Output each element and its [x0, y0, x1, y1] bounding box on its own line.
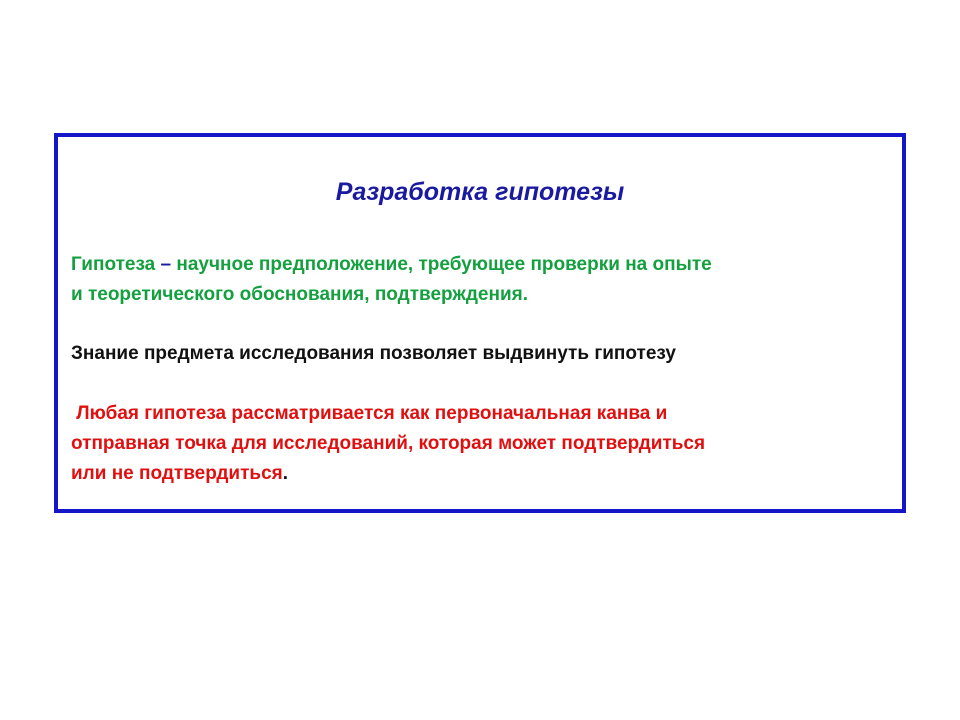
note-line2: отправная точка для исследований, которая может подтвердиться	[71, 433, 706, 454]
note-paragraph	[71, 399, 886, 489]
note-line3: или не подтвердиться	[71, 463, 283, 484]
definition-paragraph	[71, 250, 886, 310]
content-frame	[54, 133, 906, 513]
slide-title: Разработка гипотезы	[335, 178, 625, 206]
note-line1: Любая гипотеза рассматривается как первоначальная канва и	[71, 403, 668, 424]
definition-term: Гипотеза	[71, 254, 156, 275]
note-end-period: .	[282, 463, 289, 484]
statement-paragraph: Знание предмета исследования позволяет выдвинуть гипотезу	[71, 343, 676, 364]
definition-dash: –	[155, 254, 177, 275]
definition-line2: и теоретического обоснования, подтверждения.	[71, 284, 528, 305]
definition-line1: научное предположение, требующее проверки на опыте	[176, 254, 712, 275]
